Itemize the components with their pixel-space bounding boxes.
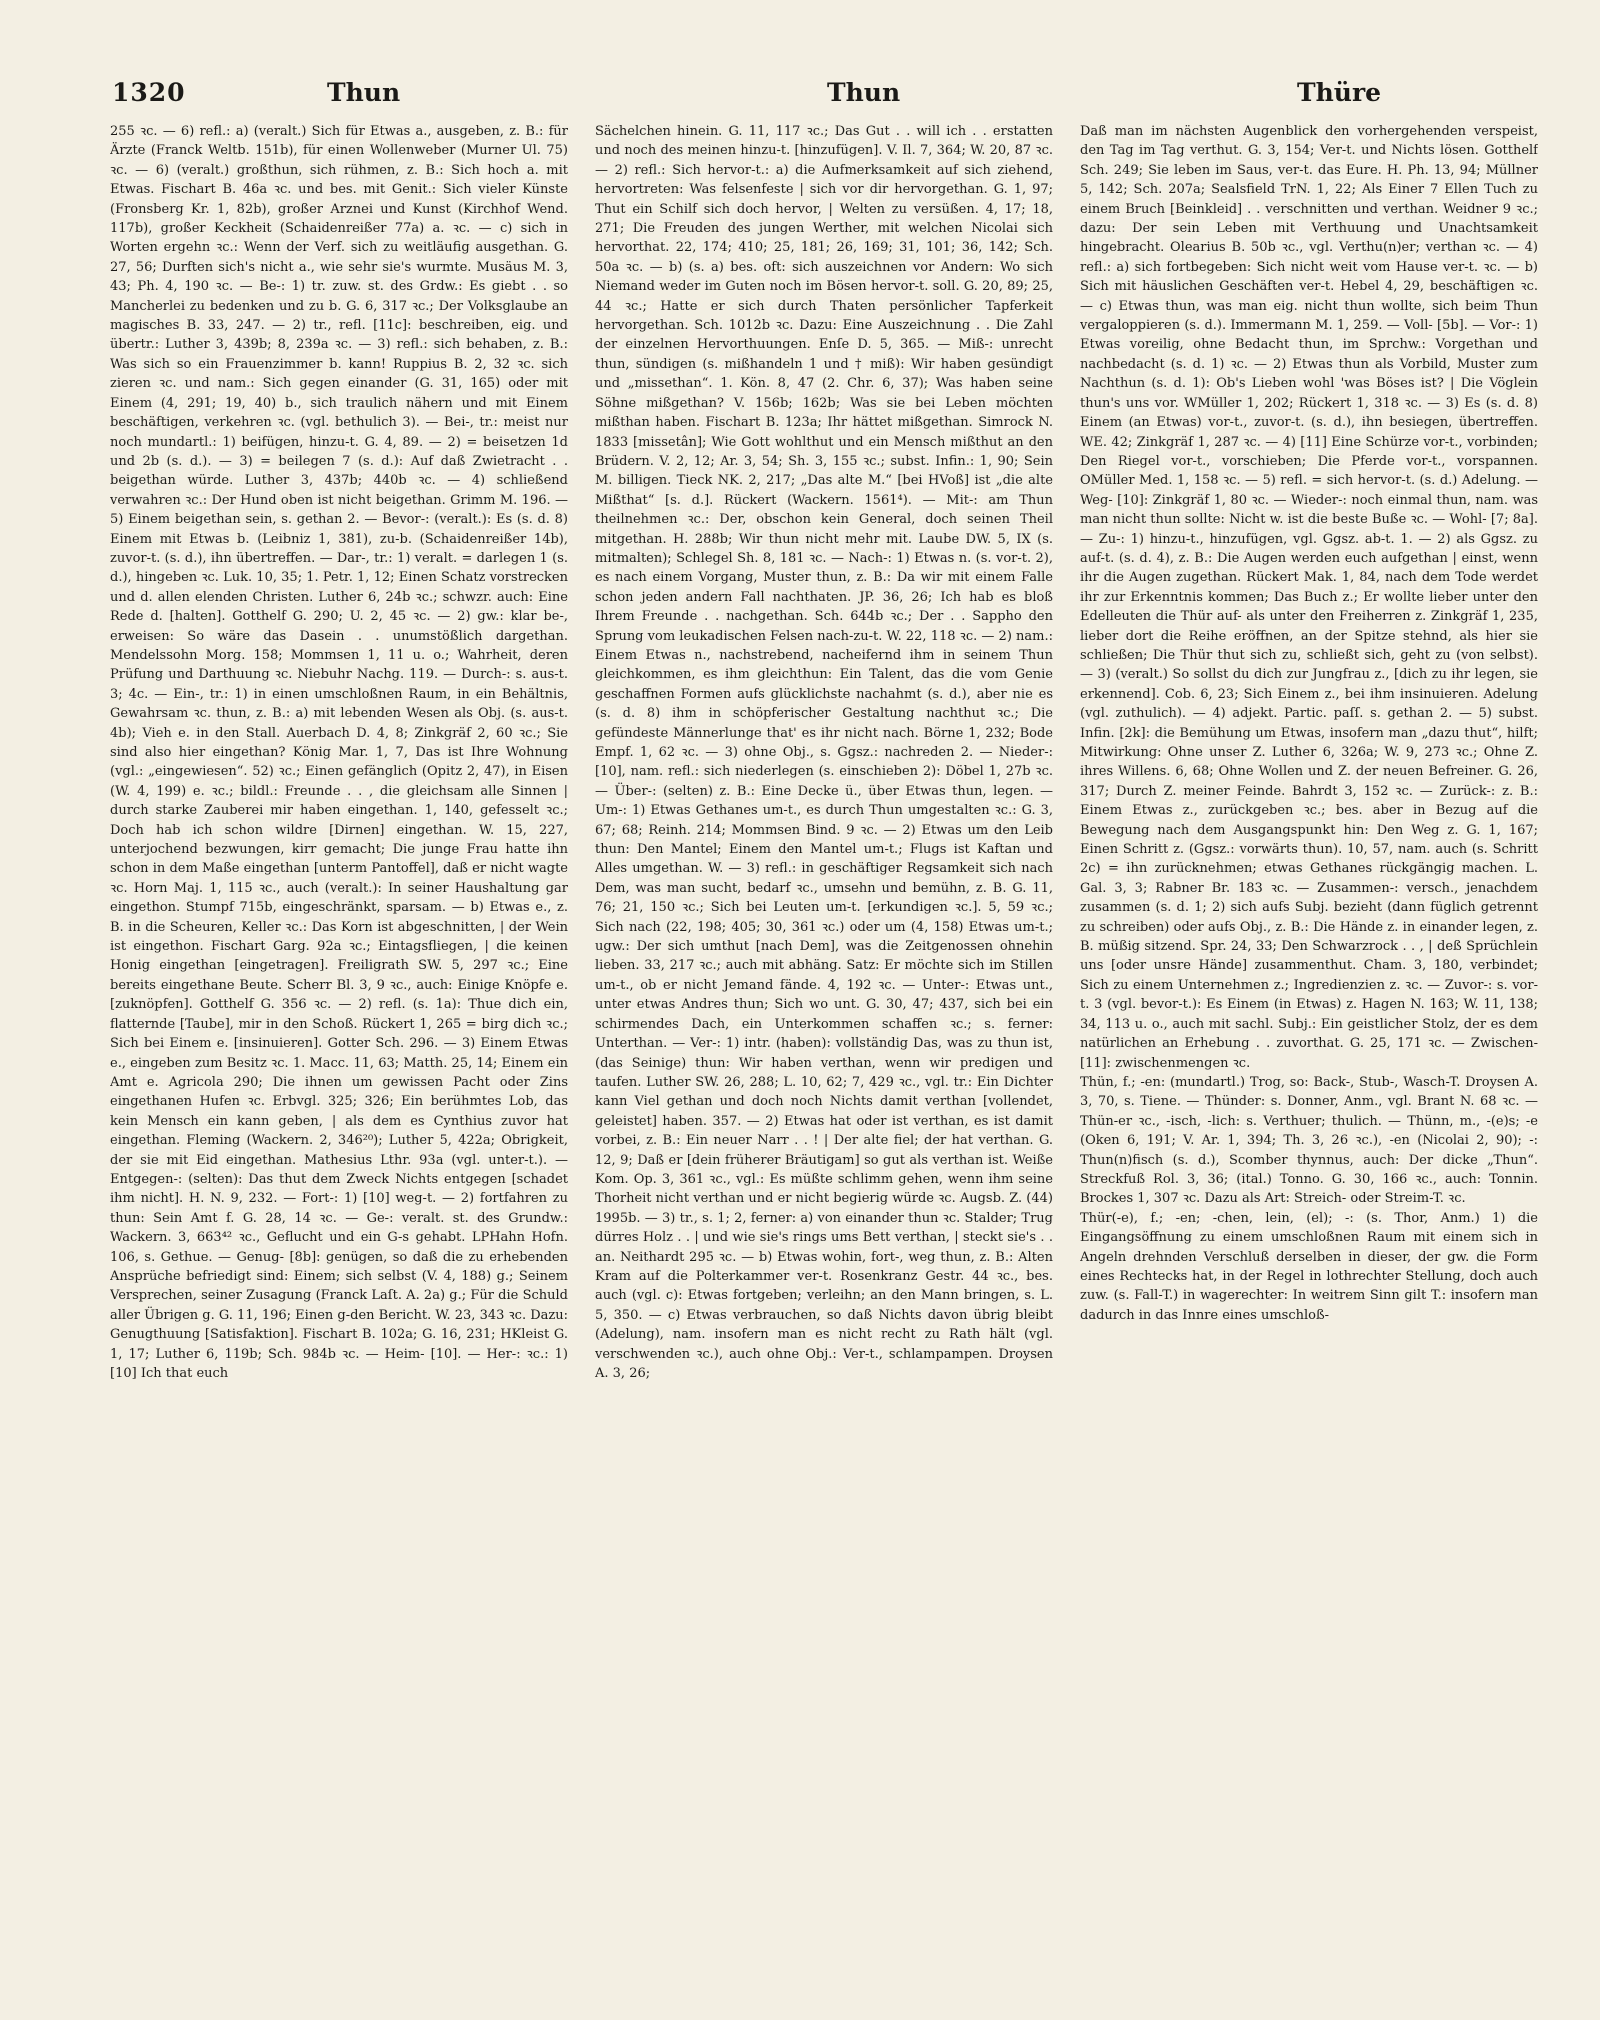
column-left	[110, 122, 568, 1990]
running-head-left: Thun	[327, 78, 401, 107]
entry-thuer: Thür(-e), f.; -en; -chen, lein, (el); -: (s. Thor, Anm.) 1) die Eingangsöffnung zu einem umschloßnen Raum mit einem sich in Angeln drehnden Verschluß derselben in dieser, der gw. die Form eines Rechtecks hat, in der Regel in lothrechter Stellung, doch auch zuw. (s. Fall-T.) in wagerechter: In weitrem Sinn gilt T.: insofern man dadurch in das Innre eines umschloß-	[1080, 1210, 1538, 1323]
page-number: 1320	[112, 78, 186, 107]
page-header	[112, 78, 1532, 112]
running-head-center: Thun	[827, 78, 901, 107]
dictionary-columns	[110, 122, 1538, 1990]
entry-thuen: Thün, f.; -en: (mundartl.) Trog, so: Back-, Stub-, Wasch-T. Droysen A. 3, 70, s. Tiene. — Thünder: s. Donner, Anm., vgl. Brant N. 68 ꝛc. — Thün-er ꝛc., -isch, -lich: s. Verthuer; thulich. — Thünn, m., -(e)s; -e (Oken 6, 191; V. Ar. 1, 394; Th. 3, 26 ꝛc.), -en (Nicolai 2, 90); -: Thun(n)fisch (s. d.), Scomber thynnus, auch: Der dicke „Thun“. Streckfuß Rol. 3, 36; (ital.) Tonno. G. 30, 166 ꝛc., auch: Tonnin. Brockes 1, 307 ꝛc. Dazu als Art: Streich- oder Streim-T. ꝛc.	[1080, 1074, 1538, 1207]
column-right	[1080, 122, 1538, 1990]
running-head-right: Thüre	[1297, 78, 1382, 107]
column-middle	[595, 122, 1053, 1990]
column-text: 255 ꝛc. — 6) refl.: a) (veralt.) Sich für Etwas a., ausgeben, z. B.: für Ärzte (Franck Weltb. 151b), für einen Wollenweber (Murner Ul. 75) ꝛc. — 6) (veralt.) großthun, sich rühmen, z. B.: Sich hoch a. mit Etwas. Fischart B. 46a ꝛc. und bes. mit Genit.: Sich vieler Künste (Fronsberg Kr. 1, 82b), großer Arznei und Kunst (Kirchhof Wend. 117b), großer Keckheit (Schaidenreißer 77a) a. ꝛc. — c) sich in Worten ergehn ꝛc.: Wenn der Verf. sich zu weitläufig ausgethan. G. 27, 56; Durften sich's nicht a., wie sehr sie's wurmte. Musäus M. 3, 43; Ph. 4, 190 ꝛc. — Be-: 1) tr. zuw. st. des Grdw.: Es giebt . . so Mancherlei zu bedenken und zu b. G. 6, 317 ꝛc.; Der Volksglaube an magisches B. 33, 247. — 2) tr., refl. [11c]: beschreiben, eig. und übertr.: Luther 3, 439b; 8, 239a ꝛc. — 3) refl.: sich behaben, z. B.: Was sich so ein Frauenzimmer b. kann! Ruppius B. 2, 32 ꝛc. sich zieren ꝛc. und nam.: Sich gegen einander (G. 31, 165) oder mit Einem (4, 291; 19, 40) b., sich traulich nähern und mit Einem beschäftigen, verkehren ꝛc. (vgl. bethulich 3). — Bei-, tr.: meist nur noch mundartl.: 1) beifügen, hinzu-t. G. 4, 89. — 2) = beisetzen 1d und 2b (s. d.). — 3) = beilegen 7 (s. d.): Auf daß Zwietracht . . beigethan würde. Luther 3, 437b; 440b ꝛc. — 4) schließend verwahren ꝛc.: Der Hund oben ist nicht beigethan. Grimm M. 196. — 5) Einem beigethan sein, s. gethan 2. — Bevor-: (veralt.): Es (s. d. 8) Einem mit Etwas b. (Leibniz 1, 381), zu-b. (Schaidenreißer 14b), zuvor-t. (s. d.), ihn übertreffen. — Dar-, tr.: 1) veralt. = darlegen 1 (s. d.), hingeben ꝛc. Luk. 10, 35; 1. Petr. 1, 12; Einen Schatz vorstrecken und d. allen elenden Christen. Luther 6, 24b ꝛc.; schwzr. auch: Eine Rede d. [halten]. Gotthelf G. 290; U. 2, 45 ꝛc. — 2) gw.: klar be-, erweisen: So wäre das Dasein . . unumstößlich dargethan. Mendelssohn Morg. 158; Mommsen 1, 11 u. o.; Wahrheit, deren Prüfung und Darthuung ꝛc. Niebuhr Nachg. 119. — Durch-: s. aus-t. 3; 4c. — Ein-, tr.: 1) in einen umschloßnen Raum, in ein Behältnis, Gewahrsam ꝛc. thun, z. B.: a) mit lebenden Wesen als Obj. (s. aus-t. 4b); Vieh e. in den Stall. Auerbach D. 4, 8; Zinkgräf 2, 60 ꝛc.; Sie sind also hier eingethan? König Mar. 1, 7, Das ist Ihre Wohnung (vgl.: „eingewiesen“. 52) ꝛc.; Einen gefänglich (Opitz 2, 47), in Eisen (W. 4, 199) e. ꝛc.; bildl.: Freunde . . , die gleichsam alle Sinnen | durch starke Zauberei mir haben eingethan. 1, 140, gefesselt ꝛc.; Doch hab ich schon wildre [Dirnen] eingethan. W. 15, 227, unterjochend bezwungen, kirr gemacht; Die junge Frau hatte ihn schon in dem Maße eingethan [unterm Pantoffel], daß er nicht wagte ꝛc. Horn Maj. 1, 115 ꝛc., auch (veralt.): In seiner Haushaltung gar eingethon. Stumpf 715b, eingeschränkt, sparsam. — b) Etwas e., z. B. in die Scheuren, Keller ꝛc.: Das Korn ist abgeschnitten, | der Wein ist eingethon. Fischart Garg. 92a ꝛc.; Eintagsfliegen, | die keinen Honig eingethan [eingetragen]. Freiligrath SW. 5, 297 ꝛc.; Eine bereits eingethane Beute. Scherr Bl. 3, 9 ꝛc., auch: Einige Knöpfe e. [zuknöpfen]. Gotthelf G. 356 ꝛc. — 2) refl. (s. 1a): Thue dich ein, flatternde [Taube], mir in den Schoß. Rückert 1, 265 = birg dich ꝛc.; Sich bei Einem e. [insinuieren]. Gotter Sch. 296. — 3) Einem Etwas e., eingeben zum Besitz ꝛc. 1. Macc. 11, 63; Matth. 25, 14; Einem ein Amt e. Agricola 290; Die ihnen um gewissen Pacht oder Zins eingethanen Hufen ꝛc. Erbvgl. 325; 326; Ein berühmtes Lob, das kein Mensch ein kann geben, | als dem es Cynthius zuvor hat eingethan. Fleming (Wackern. 2, 346²⁰); Luther 5, 422a; Obrigkeit, der sie mit Eid eingethan. Mathesius Lthr. 93a (vgl. unter-t.). — Entgegen-: (selten): Das thut dem Zweck Nichts entgegen [schadet ihm nicht]. H. N. 9, 232. — Fort-: 1) [10] weg-t. — 2) fortfahren zu thun: Sein Amt f. G. 28, 14 ꝛc. — Ge-: veralt. st. des Grundw.: Wackern. 3, 663⁴² ꝛc., Geflucht und ein G-s gehabt. LPHahn Hofn. 106, s. Gethue. — Genug- [8b]: genügen, so daß die zu erhebenden Ansprüche befriedigt sind: Einem; sich selbst (V. 4, 188) g.; Seinem Versprechen, seiner Zusagung (Franck Laſt. A. 2a) g.; Für die Schuld aller Übrigen g. G. 11, 196; Einen g-den Bericht. W. 23, 343 ꝛc. Dazu: Genugthuung [Satisfaktion]. Fischart B. 102a; G. 16, 231; HKleist G. 1, 17; Luther 6, 119b; Sch. 984b ꝛc. — Heim- [10]. — Her-: ꝛc.: 1) [10] Ich that euch	[110, 124, 568, 1381]
column-text: Sächelchen hinein. G. 11, 117 ꝛc.; Das Gut . . will ich . . erstatten und noch des meinen hinzu-t. [hinzufügen]. V. Il. 7, 364; W. 20, 87 ꝛc. — 2) refl.: Sich hervor-t.: a) die Aufmerksamkeit auf sich ziehend, hervortreten: Was felsenfeste | sich vor dir hervorgethan. G. 1, 97; Thut ein Schilf sich doch hervor, | Welten zu versüßen. 4, 17; 18, 271; Die Freuden des jungen Werther, mit welchen Nicolai sich hervorthat. 22, 174; 410; 25, 181; 26, 169; 31, 101; 36, 142; Sch. 50a ꝛc. — b) (s. a) bes. oft: sich auszeichnen vor Andern: Wo sich Niemand weder im Guten noch im Bösen hervor-t. soll. G. 20, 89; 25, 44 ꝛc.; Hatte er sich durch Thaten persönlicher Tapferkeit hervorgethan. Sch. 1012b ꝛc. Dazu: Eine Auszeichnung . . Die Zahl der einzelnen Hervorthuungen. Enſe D. 5, 365. — Miß-: unrecht thun, sündigen (s. mißhandeln 1 und † miß): Wir haben gesündigt und „missethan“. 1. Kön. 8, 47 (2. Chr. 6, 37); Was haben seine Söhne mißgethan? V. 156b; 162b; Was sie bei Leben möchten mißthan haben. Fischart B. 123a; Ihr hättet mißgethan. Simrock N. 1833 [missetân]; Wie Gott wohlthut und ein Mensch mißthut an den Brüdern. V. 2, 12; Ar. 3, 54; Sh. 3, 155 ꝛc.; subst. Infin.: 1, 90; Sein M. billigen. Tieck NK. 2, 217; „Das alte M.“ [bei HVoß] ist „die alte Mißthat“ [s. d.]. Rückert (Wackern. 1561⁴). — Mit-: am Thun theilnehmen ꝛc.: Der, obschon kein General, doch seinen Theil mitgethan. H. 288b; Wir thun nicht mehr mit. Laube DW. 5, IX (s. mitmalten); Schlegel Sh. 8, 181 ꝛc. — Nach-: 1) Etwas n. (s. vor-t. 2), es nach einem Vorgang, Muster thun, z. B.: Da wir mit einem Falle schon jeden andern Fall nachthaten. JP. 36, 26; Ich hab es bloß Ihrem Freunde . . nachgethan. Sch. 644b ꝛc.; Der . . Sappho den Sprung vom leukadischen Felsen nach-zu-t. W. 22, 118 ꝛc. — 2) nam.: Einem Etwas n., nachstrebend, nacheifernd ihm in seinem Thun gleichkommen, es ihm gleichthun: Ein Talent, das die vom Genie geschaffnen Formen aufs glücklichste nachahmt (s. d.), aber nie es (s. d. 8) ihm in schöpferischer Gestaltung nachthut ꝛc.; Die gefündeste Männerlunge that' es ihr nicht nach. Börne 1, 232; Bode Empf. 1, 62 ꝛc. — 3) ohne Obj., s. Ggsz.: nachreden 2. — Nieder-: [10], nam. refl.: sich niederlegen (s. einschieben 2): Döbel 1, 27b ꝛc. — Über-: (selten) z. B.: Eine Decke ü., über Etwas thun, legen. — Um-: 1) Etwas Gethanes um-t., es durch Thun umgestalten ꝛc.: G. 3, 67; 68; Reinh. 214; Mommsen Bind. 9 ꝛc. — 2) Etwas um den Leib thun: Den Mantel; Einem den Mantel um-t.; Flugs ist Kaftan und Alles umgethan. W. — 3) refl.: in geschäftiger Regsamkeit sich nach Dem, was man sucht, bedarf ꝛc., umsehn und bemühn, z. B. G. 11, 76; 21, 150 ꝛc.; Sich bei Leuten um-t. [erkundigen ꝛc.]. 5, 59 ꝛc.; Sich nach (22, 198; 405; 30, 361 ꝛc.) oder um (4, 158) Etwas um-t.; ugw.: Der sich umthut [nach Dem], was die Zeitgenossen ohnehin lieben. 33, 217 ꝛc.; auch mit abhäng. Satz: Er möchte sich im Stillen um-t., ob er nicht Jemand fände. 4, 192 ꝛc. — Unter-: Etwas unt., unter etwas Andres thun; Sich wo unt. G. 30, 47; 437, sich bei ein schirmendes Dach, ein Unterkommen schaffen ꝛc.; s. ferner: Unterthan. — Ver-: 1) intr. (haben): vollständig Das, was zu thun ist, (das Seinige) thun: Wir haben verthan, wenn wir predigen und taufen. Luther SW. 26, 288; L. 10, 62; 7, 429 ꝛc., vgl. tr.: Ein Dichter kann Viel gethan und doch noch Nichts damit verthan [vollendet, geleistet] haben. 357. — 2) Etwas hat oder ist verthan, es ist damit vorbei, z. B.: Ein neuer Narr . . ! | Der alte fiel; der hat verthan. G. 12, 9; Daß er [dein früherer Bräutigam] so gut als verthan ist. Weiße Kom. Op. 3, 361 ꝛc., vgl.: Es müßte schlimm gehen, wenn ihm seine Thorheit nicht verthan und er nicht begierig würde ꝛc. Augsb. Z. (44) 1995b. — 3) tr., s. 1; 2, ferner: a) von einander thun ꝛc. Stalder; Trug dürres Holz . . | und wie sie's rings ums Bett verthan, | steckt sie's . . an. Neithardt 295 ꝛc. — b) Etwas wohin, fort-, weg thun, z. B.: Alten Kram auf die Polterkammer ver-t. Rosenkranz Gestr. 44 ꝛc., bes. auch (vgl. c): Etwas fortgeben; verleihn; an den Mann bringen, s. L. 5, 350. — c) Etwas verbrauchen, so daß Nichts davon übrig bleibt (Adelung), nam. insofern man es nicht recht zu Rath hält (vgl. verschwenden ꝛc.), auch ohne Obj.: Ver-t., schlampampen. Droysen A. 3, 26;	[595, 124, 1053, 1381]
column-text: Daß man im nächsten Augenblick den vorhergehenden verspeist, den Tag im Tag verthut. G. 3, 154; Ver-t. und Nichts lösen. Gotthelf Sch. 249; Sie leben im Saus, ver-t. das Eure. H. Ph. 13, 94; Müllner 5, 142; Sch. 207a; Sealsfield TrN. 1, 22; Als Einer 7 Ellen Tuch zu einem Bruch [Beinkleid] . . verschnitten und verthan. Weidner 9 ꝛc.; dazu: Der sein Leben mit Verthuung und Unachtsamkeit hingebracht. Olearius B. 50b ꝛc., vgl. Verthu(n)er; verthan ꝛc. — 4) refl.: a) sich fortbegeben: Sich nicht weit vom Hause ver-t. ꝛc. — b) Sich mit häuslichen Geschäften ver-t. Hebel 4, 29, beschäftigen ꝛc. — c) Etwas thun, was man eig. nicht thun wollte, sich beim Thun vergaloppieren (s. d.). Immermann M. 1, 259. — Voll- [5b]. — Vor-: 1) Etwas voreilig, ohne Bedacht thun, im Sprchw.: Vorgethan und nachbedacht (s. d. 1) ꝛc. — 2) Etwas thun als Vorbild, Muster zum Nachthun (s. d. 1): Ob's Lieben wohl 'was Böses ist? | Die Vöglein thun's uns vor. WMüller 1, 202; Rückert 1, 318 ꝛc. — 3) Es (s. d. 8) Einem (an Etwas) vor-t., zuvor-t. (s. d.), ihn besiegen, übertreffen. WE. 42; Zinkgräf 1, 287 ꝛc. — 4) [11] Eine Schürze vor-t., vorbinden; Den Riegel vor-t., vorschieben; Die Pferde vor-t., vorspannen. OMüller Med. 1, 158 ꝛc. — 5) refl. = sich hervor-t. (s. d.) Adelung. — Weg- [10]: Zinkgräf 1, 80 ꝛc. — Wieder-: noch einmal thun, nam. was man nicht thun sollte: Nicht w. ist die beste Buße ꝛc. — Wohl- [7; 8a]. — Zu-: 1) hinzu-t., hinzufügen, vgl. Ggsz. ab-t. 1. — 2) als Ggsz. zu auf-t. (s. d. 4), z. B.: Die Augen werden euch aufgethan | einst, wenn ihr die Augen zugethan. Rückert Mak. 1, 84, nach dem Tode werdet ihr zur Erkenntnis kommen; Das Buch z.; Er wollte lieber unter den Edelleuten die Thür auf- als unter den Freiherren z. Zinkgräf 1, 235, lieber dort die Reihe eröffnen, an der Spitze stehnd, als hier sie schließen; Die Thür thut sich zu, schließt sich, geht zu (von selbst). — 3) (veralt.) So sollst du dich zur Jungfrau z., [dich zu ihr legen, sie erkennend]. Cob. 6, 23; Sich Einem z., bei ihm insinuieren. Adelung (vgl. zuthulich). — 4) adjekt. Partic. paſſ. s. gethan 2. — 5) subst. Infin. [2k]: die Bemühung um Etwas, insofern man „dazu thut“, hilft; Mitwirkung: Ohne unser Z. Luther 6, 326a; W. 9, 273 ꝛc.; Ohne Z. ihres Willens. 6, 68; Ohne Wollen und Z. der neuen Befreiner. G. 26, 317; Durch Z. meiner Feinde. Bahrdt 3, 152 ꝛc. — Zurück-: z. B.: Einem Etwas z., zurückgeben ꝛc.; bes. aber in Bezug auf die Bewegung nach dem Ausgangspunkt hin: Den Weg z. G. 1, 167; Einen Schritt z. (Ggsz.: vorwärts thun). 10, 57, nam. auch (s. Schritt 2c) = ihn zurücknehmen; etwas Gethanes rückgängig machen. L. Gal. 3, 3; Rabner Br. 183 ꝛc. — Zusammen-: versch., jenachdem zusammen (s. d. 1; 2) sich aufs Subj. bezieht (dann füglich getrennt zu schreiben) oder aufs Obj., z. B.: Die Hände z. in einander legen, z. B. müßig sitzend. Spr. 24, 33; Den Schwarzrock . . , | deß Sprüchlein uns [oder unsre Hände] zusammenthut. Cham. 3, 180, verbindet; Sich zu einem Unternehmen z.; Ingredienzien z. ꝛc. — Zuvor-: s. vor-t. 3 (vgl. bevor-t.): Es Einem (in Etwas) z. Hagen N. 163; W. 11, 138; 34, 113 u. o., auch mit sachl. Subj.: Ein geistlicher Stolz, der es dem natürlichen an Erhebung . . zuvorthat. G. 25, 171 ꝛc. — Zwischen- [11]: zwischenmengen ꝛc.	[1080, 124, 1538, 1071]
